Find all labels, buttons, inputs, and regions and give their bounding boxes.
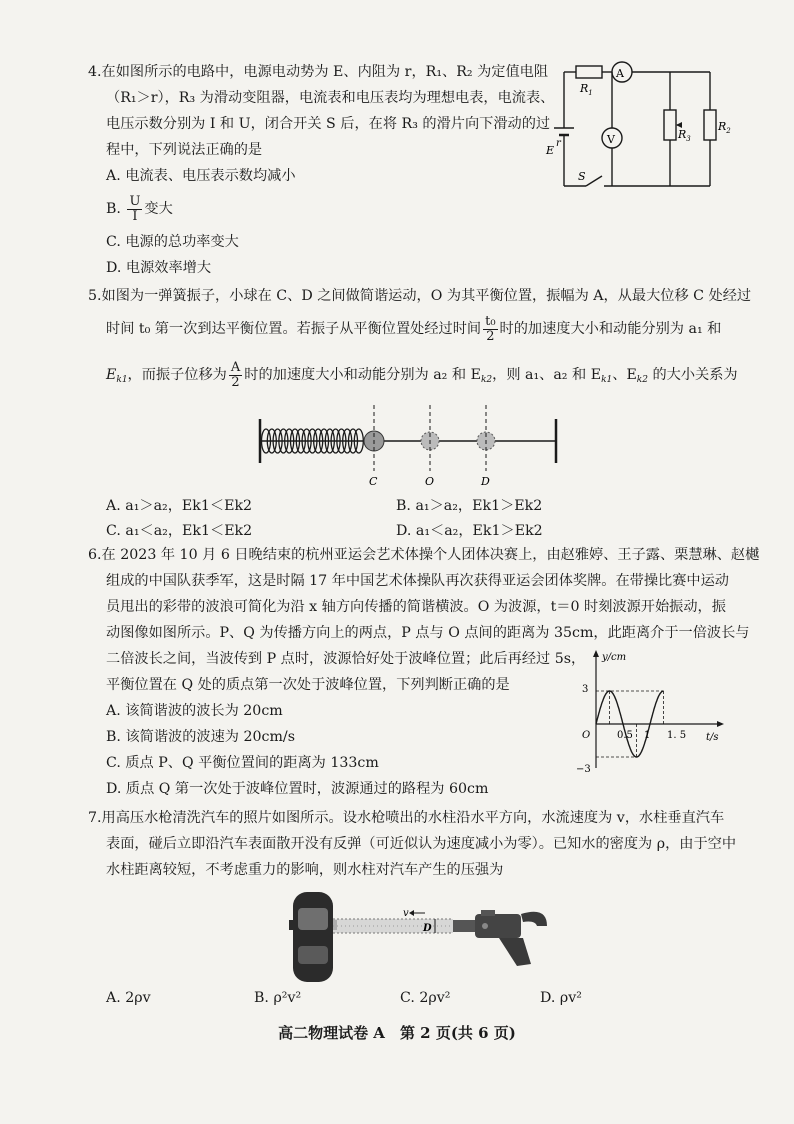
q7-option-c: C. 2ρv² [400, 990, 451, 1006]
q5-line2: 时间 t₀ 第一次到达平衡位置。若振子从平衡位置处经过时间 $\frac{\text{t₀}}{2}$ 时的加速度大小和动能分别为 a₁ 和 [106, 313, 722, 344]
diameter-label: D [423, 923, 432, 934]
q7-line2: 表面，碰后立即沿汽车表面散开没有反弹（可近似认为速度减小为零）。已知水的密度为 ρ，由于空中 [106, 836, 737, 852]
q4-circuit-diagram [540, 58, 740, 198]
q6-line5: 二倍波长之间，当波传到 P 点时，波源恰好处于波峰位置；此后再经过 5s， [106, 651, 586, 667]
page-footer: 高二物理试卷 A 第 2 页(共 6 页) [278, 1024, 516, 1042]
q6-line2: 组成的中国队获季军，这是时隔 17 年中国艺术体操队再次获得亚运会团体奖牌。在带操比赛中运动 [106, 573, 729, 589]
x-tick-1: 1 [644, 730, 651, 741]
y-axis-arrow-icon [593, 650, 599, 657]
ammeter-label: A [616, 67, 624, 80]
x-axis-label: t/s [706, 732, 719, 743]
q7-option-a: A. 2ρv [106, 990, 151, 1006]
origin-label: O [582, 730, 591, 741]
label-o: O [425, 475, 435, 488]
q4-line2: （R₁＞r），R₃ 为滑动变阻器，电流表和电压表均为理想电表，电流表、 [106, 90, 555, 106]
velocity-label: v [403, 908, 409, 919]
car-icon [289, 892, 337, 982]
y-tick-neg3: −3 [576, 764, 591, 775]
q6-vibration-graph [570, 646, 730, 776]
y-axis-label: y/cm [602, 652, 627, 663]
q7-line3: 水柱距离较短，不考虑重力的影响，则水柱对汽车产生的压强为 [106, 862, 504, 878]
voltmeter-label: V [607, 133, 615, 146]
label-d: D [481, 475, 490, 488]
q4-option-b-fraction: $\frac{U}{I}$ [129, 193, 141, 224]
q6-option-c: C. 质点 P、Q 平衡位置间的距离为 133cm [106, 755, 379, 771]
q6-line4: 动图像如图所示。P、Q 为传播方向上的两点，P 点与 O 点间的距离为 35cm，此距离介于一倍波长与 [106, 625, 750, 641]
y-tick-3: 3 [582, 684, 589, 695]
q7-water-gun-figure [285, 886, 565, 986]
q4-option-d: D. 电源效率增大 [106, 260, 212, 276]
emf-label: E [546, 144, 555, 157]
q6-line6: 平衡位置在 Q 处的质点第一次处于波峰位置，下列判断正确的是 [106, 677, 510, 693]
q4-option-c: C. 电源的总功率变大 [106, 234, 239, 250]
q5-spring-oscillator-diagram [250, 405, 570, 489]
velocity-arrow-icon [409, 910, 414, 916]
x-axis-arrow-icon [717, 721, 724, 727]
q5-option-d: D. a₁＜a₂，Ek1＞Ek2 [396, 523, 543, 539]
switch-label: S [578, 170, 586, 183]
q6-option-d: D. 质点 Q 第一次处于波峰位置时，波源通过的路程为 60cm [106, 781, 489, 797]
q4-line1: 4.在如图所示的电路中，电源电动势为 E、内阻为 r，R₁、R₂ 为定值电阻 [88, 64, 549, 80]
q4-line4: 程中，下列说法正确的是 [106, 142, 263, 158]
q4-option-a: A. 电流表、电压表示数均减小 [106, 168, 296, 184]
q4-line3: 电压示数分别为 I 和 U，闭合开关 S 后，在将 R₃ 的滑片向下滑动的过 [106, 116, 551, 132]
q5-line3: $E_{k1}$，而振子位移为 $\frac{A}{2}$ 时的加速度大小和动能分别为 a₂ 和 $E_{k2}$，则 a₁、a₂ 和 $E_{k1}$、$E_{k2}$ 的大小关系为 [106, 359, 738, 390]
label-c: C [369, 475, 378, 488]
q4-option-b: B. $\frac{U}{I}$ 变大 [106, 193, 173, 224]
r1-label: $R_1$ [580, 82, 593, 97]
q6-line1: 6.在 2023 年 10 月 6 日晚结束的杭州亚运会艺术体操个人团体决赛上，由赵雅婷、王子露、栗慧琳、赵樾 [88, 547, 760, 563]
internal-resistance-label: r [556, 138, 561, 149]
q6-line3: 员甩出的彩带的波浪可简化为沿 x 轴方向传播的简谐横波。O 为波源，t＝0 时刻波源开始振动，振 [106, 599, 726, 615]
q7-option-b: B. ρ²v² [254, 990, 302, 1006]
r2-label: $R_2$ [718, 120, 731, 135]
q7-option-d: D. ρv² [540, 990, 582, 1006]
q6-option-b: B. 该简谐波的波速为 20cm/s [106, 729, 295, 745]
r3-label: $R_3$ [678, 128, 691, 143]
q5-option-a: A. a₁＞a₂，Ek1＜Ek2 [106, 498, 253, 514]
q5-option-b: B. a₁＞a₂，Ek1＞Ek2 [396, 498, 543, 514]
q4-number: 4. [88, 64, 102, 80]
q5-option-c: C. a₁＜a₂，Ek1＜Ek2 [106, 523, 253, 539]
q6-option-a: A. 该简谐波的波长为 20cm [106, 703, 283, 719]
x-tick-1-5: 1. 5 [667, 730, 687, 741]
x-tick-0-5: 0.5 [617, 730, 633, 741]
q7-line1: 7.用高压水枪清洗汽车的照片如图所示。设水枪喷出的水柱沿水平方向，水流速度为 v，水柱垂直汽车 [88, 810, 725, 826]
water-gun-icon [453, 910, 547, 966]
q5-line1: 5.如图为一弹簧振子，小球在 C、D 之间做简谐运动，O 为其平衡位置，振幅为 A，从最大位移 C 处经过 [88, 288, 752, 304]
